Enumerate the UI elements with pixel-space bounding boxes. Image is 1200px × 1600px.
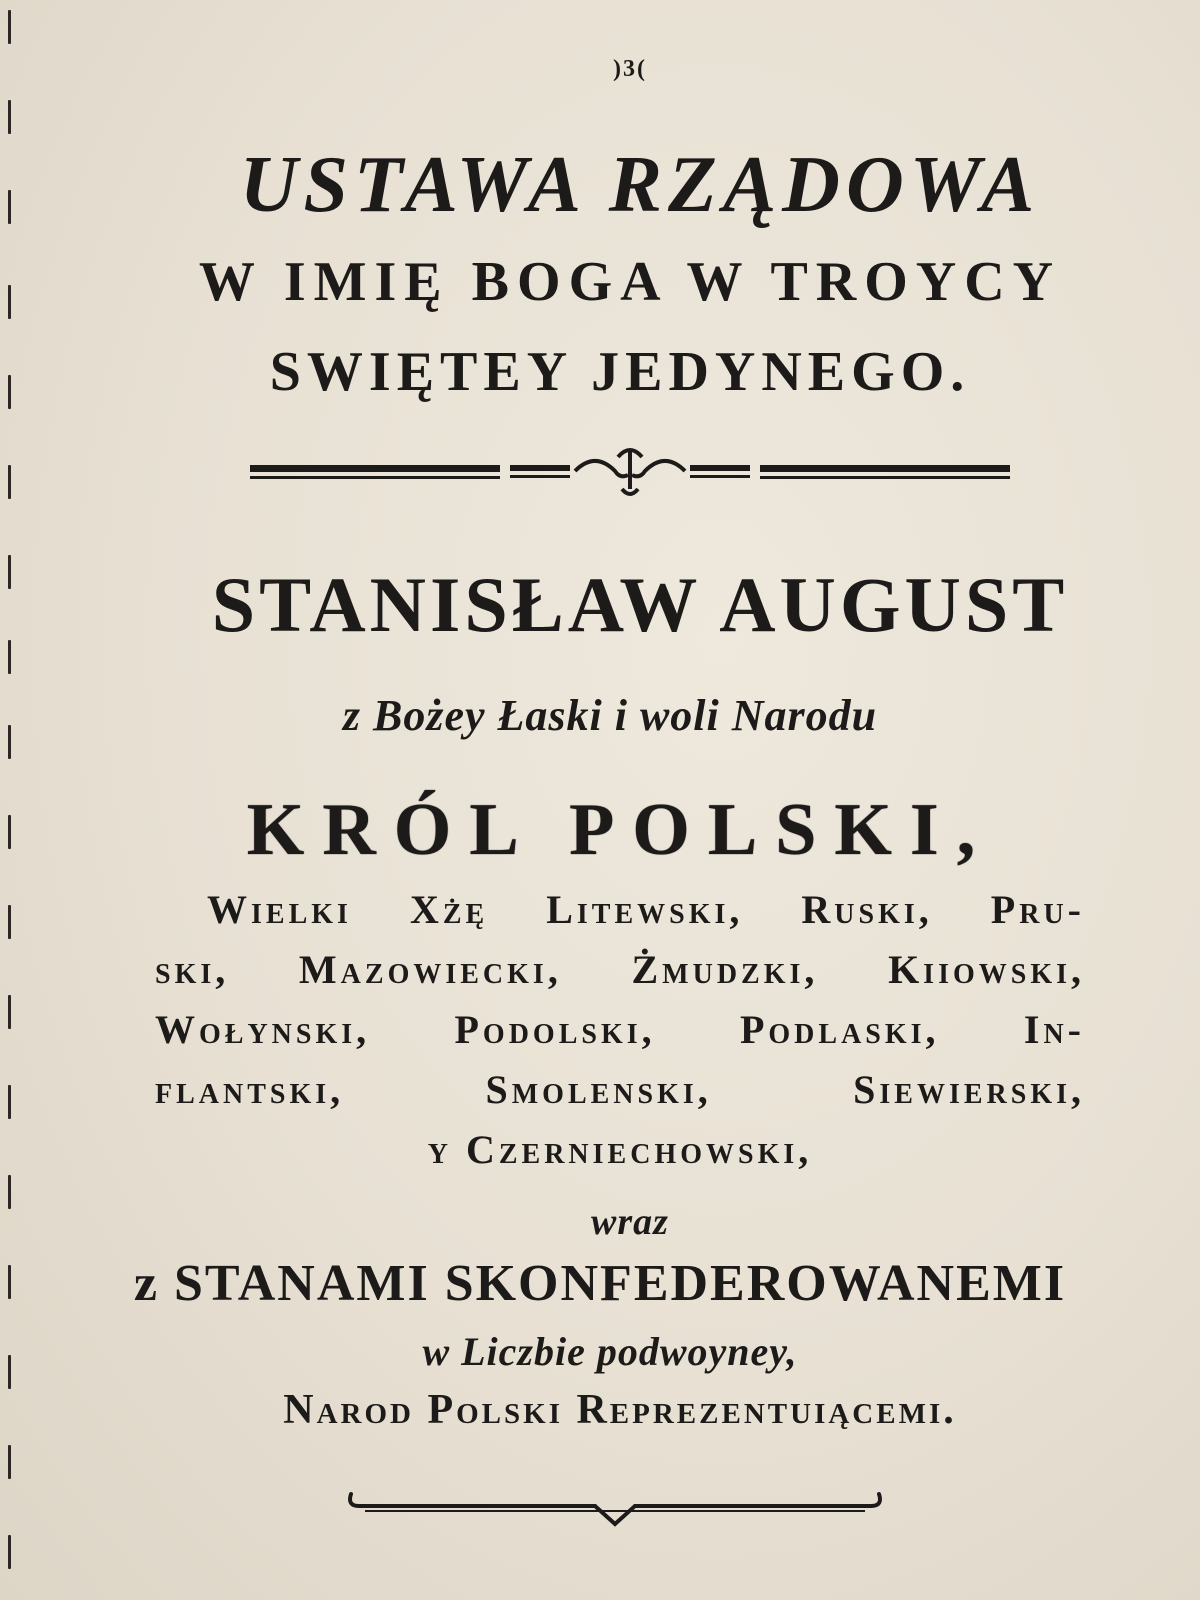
- title-line: y Czerniechowski,: [427, 1127, 813, 1172]
- number-line: w Liczbie podwoyney,: [422, 1329, 798, 1374]
- wraz-line: wraz: [591, 1201, 669, 1243]
- ornamental-rule: [250, 445, 1010, 505]
- king-name: STANISŁAW AUGUST: [211, 561, 1069, 648]
- titles-block: [155, 880, 1085, 1180]
- title-line: Wołynski, Podolski, Podlaski, In-: [155, 1007, 1085, 1052]
- invocation-line-1: W IMIĘ BOGA W TROYCY: [198, 251, 1062, 313]
- invocation-line-2: SWIĘTEY JEDYNEGO.: [269, 341, 971, 403]
- royal-title: KRÓL POLSKI,: [246, 789, 994, 871]
- document-title: USTAWA RZĄDOWA: [239, 141, 1041, 229]
- title-line: Wielki Xżę Litewski, Ruski, Pru-: [207, 887, 1085, 932]
- bottom-ornament: [345, 1488, 885, 1534]
- nation-line: Narod Polski Reprezentuiącemi.: [283, 1387, 957, 1433]
- grace-line: z Bożey Łaski i woli Narodu: [342, 691, 878, 740]
- title-line: flantski, Smolenski, Siewierski,: [155, 1067, 1085, 1112]
- page-number: )3(: [613, 56, 647, 82]
- title-line: ski, Mazowiecki, Żmudzki, Kiiowski,: [155, 947, 1085, 992]
- estates-line: z STANAMI SKONFEDEROWANEMI: [133, 1255, 1067, 1312]
